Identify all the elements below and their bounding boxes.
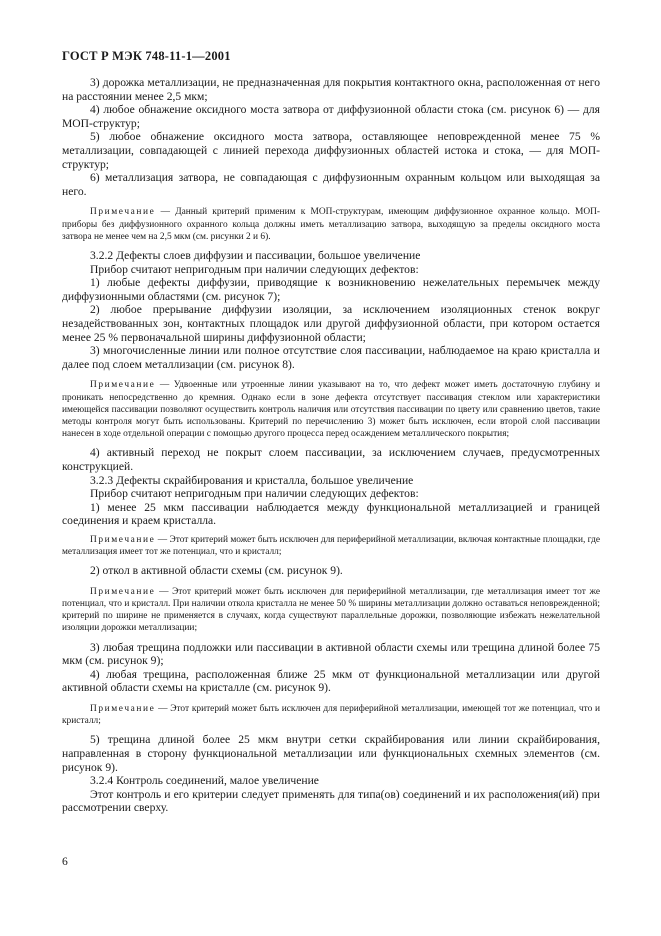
note-label: Примечание	[90, 534, 156, 545]
document-header: ГОСТ Р МЭК 748-11-1—2001	[62, 49, 231, 63]
paragraph: 2) откол в активной области схемы (см. рисунок 9).	[90, 564, 343, 578]
paragraph: 6) металлизация затвора, не совпадающая с диффузионным охранным кольцом или выходящая за него.	[62, 171, 600, 198]
note-text: — Этот критерий может быть исключен для периферийной металлизации, где металлизация имеет тот же потенциал, что и кристалл. При наличии откола кристалла не менее 50 % ширины металлизации должно оставаться неповрежденной; критерий по ширине не применяется в случаях, когда существуют параллельные дорожки, позволяющие избежать нежелательной изоляции дорожки металлизации;	[62, 586, 601, 634]
note-paragraph	[62, 703, 600, 727]
section-heading: 3.2.2 Дефекты слоев диффузии и пассивации, большое увеличение	[90, 248, 421, 262]
note-paragraph	[62, 534, 600, 558]
note-label: Примечание	[90, 704, 156, 715]
note-label: Примечание	[90, 380, 156, 391]
note-label: Примечание	[90, 586, 156, 597]
paragraph: 4) любое обнажение оксидного моста затвора от диффузионной области стока (см. рисунок 6) — для МОП-структур;	[62, 103, 600, 130]
paragraph: Прибор считают непригодным при наличии следующих дефектов:	[90, 262, 419, 276]
document-body	[62, 76, 600, 815]
note-paragraph	[62, 206, 600, 243]
paragraph: Этот контроль и его критерии следует применять для типа(ов) соединений и их расположения(ий) при рассмотрении сверху.	[62, 787, 600, 815]
note-label: Примечание	[90, 207, 156, 218]
paragraph: 3) многочисленные линии или полное отсутствие слоя пассивации, наблюдаемое на краю кристалла и далее под слоем металлизации (см. рисунок 8).	[62, 344, 600, 371]
section-heading: 3.2.4 Контроль соединений, малое увеличение	[90, 774, 319, 788]
paragraph: 4) активный переход не покрыт слоем пассивации, за исключением случаев, предусмотренных конструкцией.	[62, 446, 600, 473]
note-text: — Этот критерий может быть исключен для периферийной металлизации, имеющей тот же потенциал, что и кристалл;	[62, 704, 601, 727]
paragraph: 3) дорожка металлизации, не предназначенная для покрытия контактного окна, расположенная от него на расстоянии менее 2,5 мкм;	[62, 76, 600, 103]
paragraph: 2) любое прерывание диффузии изоляции, за исключением изоляционных стенок вокруг незадействованных зон, контактных площадок или другой диффузионной области, при котором остается менее 25 % первоначальной ширины диффузионной области;	[62, 303, 600, 344]
paragraph: 5) любое обнажение оксидного моста затвора, оставляющее неповрежденной менее 75 % металлизации, совпадающей с линией перехода диффузионных областей истока и стока, — для МОП-структур;	[62, 130, 600, 171]
paragraph: 5) трещина длиной более 25 мкм внутри сетки скрайбирования или линии скрайбирования, направленная в сторону функциональной металлизации или функциональных схемных элементов (см. рисунок 9).	[62, 733, 600, 774]
paragraph: 1) менее 25 мкм пассивации наблюдается между функциональной металлизацией и границей соединения и краем кристалла.	[62, 500, 600, 528]
note-paragraph	[62, 586, 600, 635]
paragraph: 3) любая трещина подложки или пассивации в активной области схемы или трещина длиной более 75 мкм (см. рисунок 9);	[62, 640, 600, 668]
note-paragraph	[62, 379, 600, 440]
paragraph: 4) любая трещина, расположенная ближе 25 мкм от функциональной металлизации или другой активной области схемы на кристалле (см. рисунок 9).	[62, 667, 600, 695]
paragraph: 1) любые дефекты диффузии, приводящие к возникновению нежелательных перемычек между диффузионными областями (см. рисунок 7);	[62, 276, 600, 303]
section-heading: 3.2.3 Дефекты скрайбирования и кристалла, большое увеличение	[90, 473, 414, 487]
note-text: — Удвоенные или утроенные линии указывают на то, что дефект может иметь достаточную глубину и проникать непосредственно до кремния. Однако если в зоне дефекта отсутствует пассивация стеклом или характеристики имеющейся пассивации позволяют осуществить контроль наличия или отсутствия пассивации по цвету или сравнению цветов, такие методы контроля могут быть использованы. Критерий по перечислению 3) может быть исключен, если второй слой пассивации нанесен в ходе отдельной операции с помощью другого процесса перед осаждением металлического покрытия;	[62, 380, 601, 440]
page-number: 6	[62, 855, 68, 868]
note-text: — Данный критерий применим к МОП-структурам, имеющим диффузионное охранное кольцо. МОП-приборы без диффузионного охранного кольца должны иметь металлизацию затвора, выходящую за пределы оксидного моста затвора не менее чем на 2,5 мкм (см. рисунки 2 и 6).	[62, 207, 600, 242]
paragraph: Прибор считают непригодным при наличии следующих дефектов:	[90, 487, 419, 501]
note-text: — Этот критерий может быть исключен для периферийной металлизации, включая контактные площадки, где металлизация имеет тот же потенциал, что и кристалл;	[62, 534, 600, 558]
